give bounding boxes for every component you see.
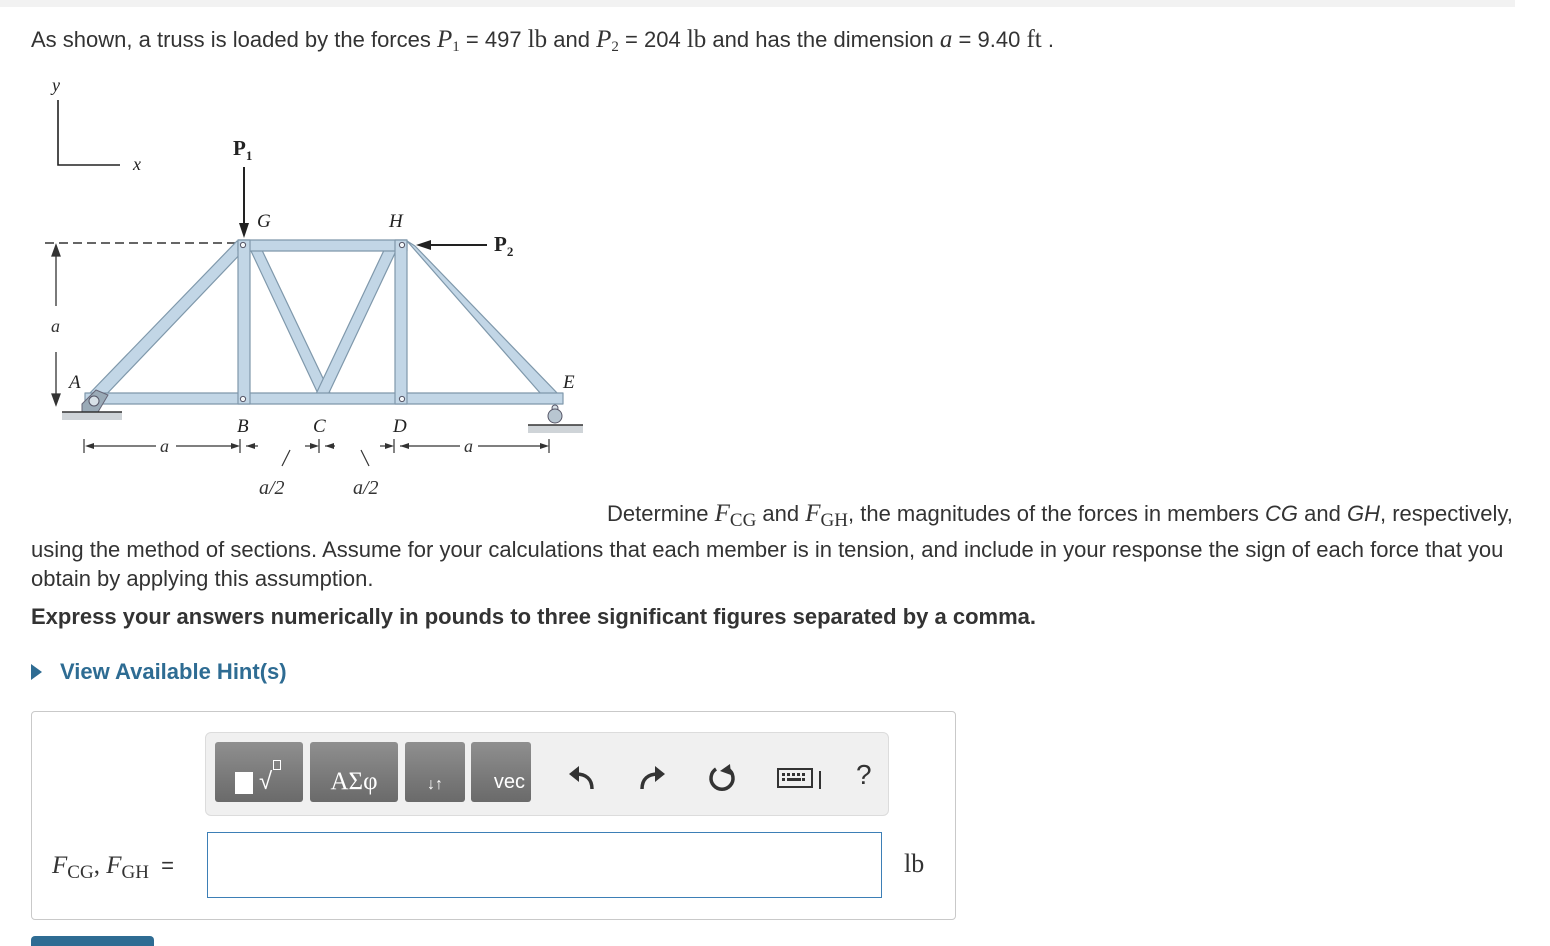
truss-figure [30,70,590,500]
half-span-label-2: a/2 [353,477,379,499]
submit-button[interactable] [31,936,154,946]
node-h-label: H [389,211,403,232]
template-square-icon [235,772,253,794]
half-span-label-1: a/2 [259,477,285,499]
member-ch [316,246,396,399]
node-b-label: B [237,416,249,437]
answer-label: $F_{CG}$, $F_{GH}$ = [52,852,175,883]
p2-value: 204 [643,27,681,52]
radical-icon: √ [259,768,273,795]
member-ae [85,393,563,404]
a-value: 9.40 [977,27,1021,52]
fgh-symbol: $F_{GH}$ [805,500,848,531]
node-g-label: G [257,211,271,232]
member-hd [395,240,407,404]
greek-symbols-button[interactable]: ΑΣφ [310,742,398,802]
member-gh [238,240,407,251]
node-a-label: A [69,372,81,393]
answer-unit: lb [904,849,925,878]
span-right-label: a [464,436,473,456]
span-left-label: a [160,436,169,456]
a-unit: ft [1026,26,1042,53]
height-dim-label: a [51,316,60,336]
load-p2-label: $P_2$ [494,232,514,259]
member-gc [251,246,330,398]
problem-intro: As shown, a truss is loaded by the forces $P_1 = 497$ lb and $P_2 = 204$ lb and has the dimension a = 9.40 ft . [31,26,1054,55]
p2-symbol: $P_2$ [596,26,619,55]
help-button[interactable]: ? [856,759,872,790]
axis-y-label: y [52,75,60,95]
templates-button[interactable] [215,742,303,802]
node-e-label: E [563,372,575,393]
load-p1-arrow [239,167,249,238]
fcg-symbol: $F_{CG}$ [714,500,757,531]
a-symbol: a [939,26,953,53]
span-dimension [84,439,549,466]
truss-members [85,240,563,404]
answer-input[interactable] [207,832,882,898]
load-p1-label: $P_1$ [233,136,253,163]
redo-icon[interactable] [634,760,670,796]
question-text: Determine $F_{CG}$ and $F_{GH}$, the magnitudes of the forces in members CG and GH, respectively, using the method of sections. Assume for your calculations that each member is in tension, and include in your response the sign of each force that you obtain by applying this assumption. [31,500,1513,591]
node-d-label: D [393,416,407,437]
math-toolbar [205,732,889,816]
member-he [407,241,560,402]
view-hints-link[interactable]: View Available Hint(s) [31,659,287,685]
arrows-button[interactable]: ↓↑ [405,742,465,802]
expand-triangle-icon [31,664,42,680]
p1-value: 497 [484,27,522,52]
undo-icon[interactable] [564,760,600,796]
member-ag [88,241,246,401]
roller-support-e [528,405,583,433]
reset-icon[interactable] [704,760,740,796]
p2-unit: lb [686,26,707,53]
answer-instructions: Express your answers numerically in pounds to three significant figures separated by a comma. [31,604,1036,629]
p1-unit: lb [527,26,548,53]
p1-symbol: $P_1$ [437,26,460,55]
answer-panel [31,711,956,920]
keyboard-icon[interactable] [774,760,828,796]
node-c-label: C [313,416,326,437]
top-divider [0,0,1515,7]
vector-button[interactable]: vec [471,742,531,802]
load-p2-arrow [416,240,487,250]
template-box-icon [273,760,281,770]
member-gb [238,240,250,404]
coordinate-axes [58,100,120,165]
axis-x-label: x [133,154,141,174]
